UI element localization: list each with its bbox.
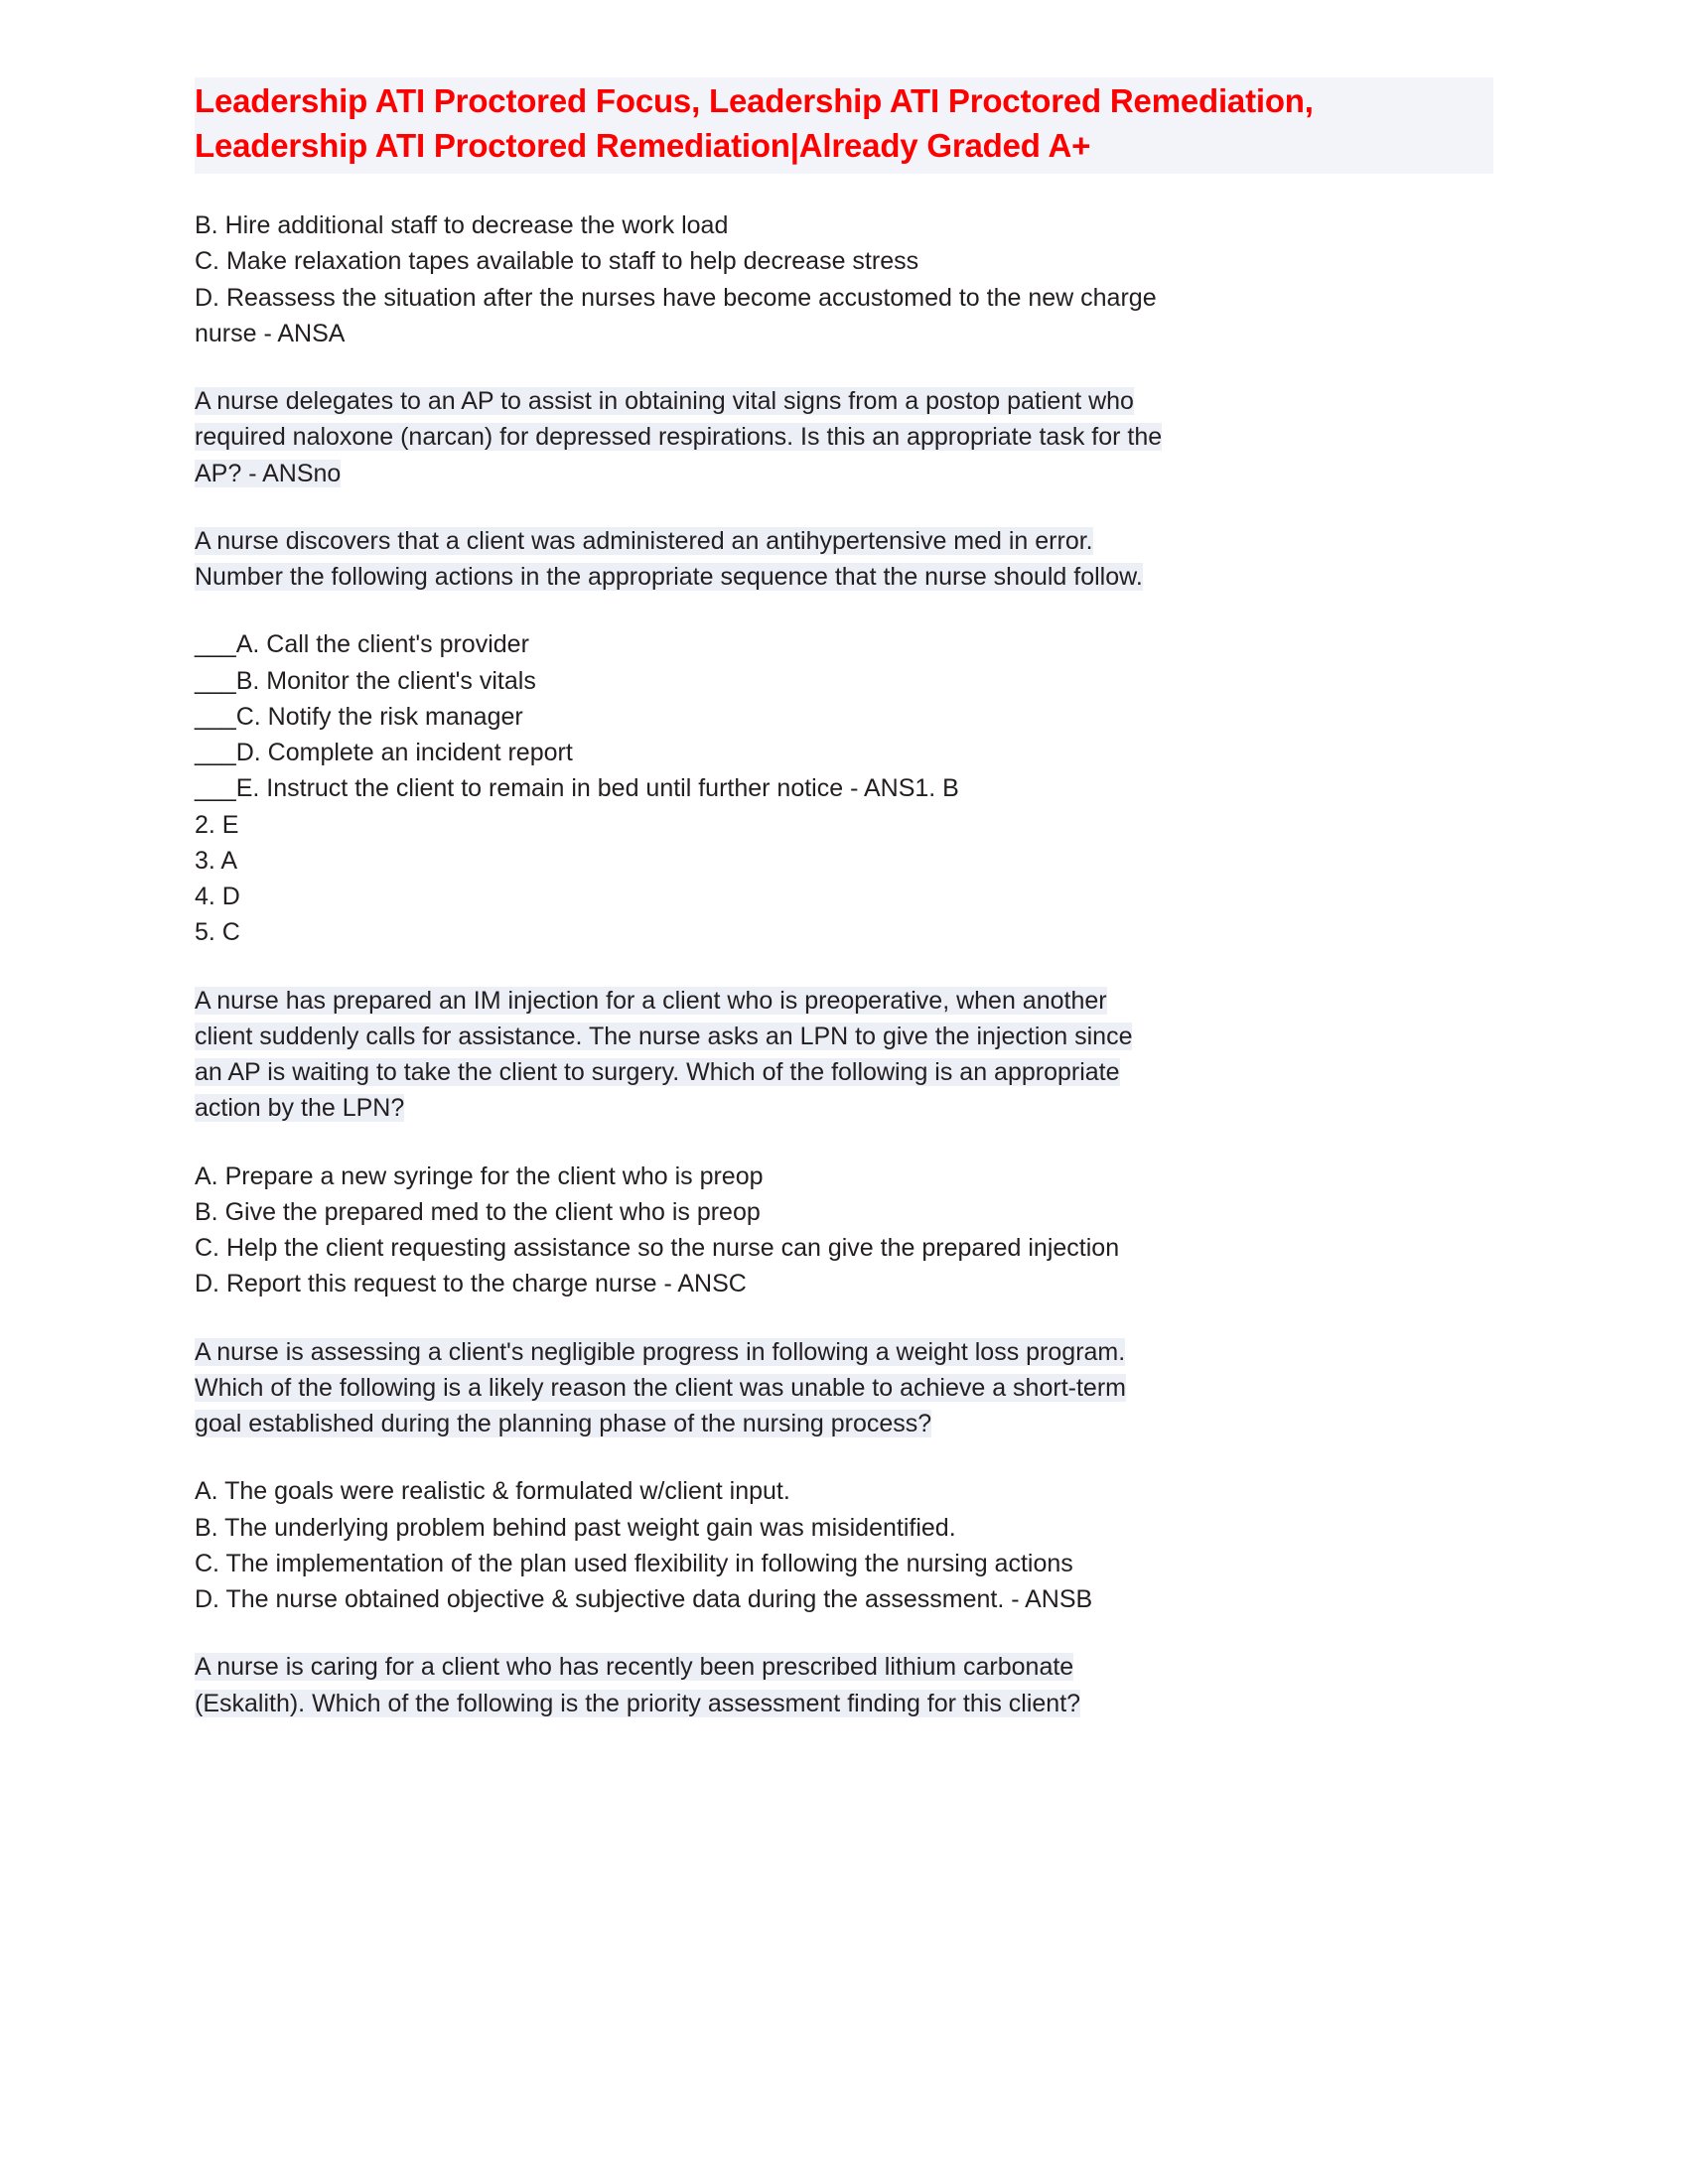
text-run: required naloxone (narcan) for depressed respirations. Is this an appropriate task for the: [195, 423, 1163, 452]
text-line: [195, 1019, 1493, 1054]
text-line: [195, 735, 1493, 770]
text-run: client suddenly calls for assistance. The nurse asks an LPN to give the injection since: [195, 1022, 1133, 1050]
text-run: Which of the following is a likely reason the client was unable to achieve a short-term: [195, 1373, 1126, 1402]
text-run: D. Reassess the situation after the nurses have become accustomed to the new charge: [195, 283, 1157, 312]
text-run: ___A. Call the client's provider: [195, 630, 529, 659]
text-line: [195, 243, 1493, 279]
text-run: ___B. Monitor the client's vitals: [195, 666, 536, 695]
text-run: action by the LPN?: [195, 1094, 405, 1123]
text-run: A nurse delegates to an AP to assist in obtaining vital signs from a postop patient who: [195, 387, 1134, 416]
block-question-antihypertensive-error: [195, 523, 1493, 596]
text-line: [195, 207, 1493, 243]
text-line: [195, 1581, 1493, 1617]
text-line: [195, 983, 1493, 1019]
text-run: B. The underlying problem behind past weight gain was misidentified.: [195, 1513, 956, 1542]
text-run: A. The goals were realistic & formulated w/client input.: [195, 1477, 790, 1506]
text-line: [195, 280, 1493, 316]
text-run: B. Give the prepared med to the client who is preop: [195, 1197, 761, 1226]
block-question-lithium: [195, 1649, 1493, 1721]
text-run: an AP is waiting to take the client to surgery. Which of the following is an appropriate: [195, 1058, 1120, 1087]
text-run: C. The implementation of the plan used flexibility in following the nursing actions: [195, 1549, 1073, 1577]
block-sequence-options: [195, 626, 1493, 950]
text-run: A nurse is caring for a client who has recently been prescribed lithium carbonate: [195, 1653, 1074, 1682]
text-run: 2. E: [195, 810, 239, 839]
text-run: A. Prepare a new syringe for the client who is preop: [195, 1161, 764, 1190]
text-line: [195, 1510, 1493, 1546]
text-run: C. Help the client requesting assistance so the nurse can give the prepared injection: [195, 1234, 1120, 1263]
text-line: [195, 663, 1493, 699]
text-line: [195, 699, 1493, 735]
text-line: [195, 770, 1493, 806]
text-run: A nurse is assessing a client's negligible progress in following a weight loss program.: [195, 1337, 1126, 1366]
text-run: 3. A: [195, 846, 238, 875]
text-run: ___E. Instruct the client to remain in bed until further notice - ANS1. B: [195, 774, 959, 803]
text-line: [195, 1649, 1493, 1685]
page-title: Leadership ATI Proctored Focus, Leadership ATI Proctored Remediation, Leadership ATI Proctored Remediation|Already Graded A+: [195, 77, 1493, 174]
text-line: [195, 1686, 1493, 1721]
block-im-injection-options: [195, 1159, 1493, 1302]
block-question-im-injection: [195, 983, 1493, 1127]
text-line: [195, 1090, 1493, 1126]
text-run: ___D. Complete an incident report: [195, 739, 573, 767]
text-run: ___C. Notify the risk manager: [195, 702, 523, 731]
block-options-continued: [195, 207, 1493, 351]
text-line: [195, 456, 1493, 491]
text-run: D. Report this request to the charge nurse - ANSC: [195, 1270, 747, 1298]
text-line: [195, 1230, 1493, 1266]
document-body: [195, 207, 1493, 1721]
block-question-delegation-ap: [195, 383, 1493, 491]
text-line: [195, 807, 1493, 843]
text-run: A nurse has prepared an IM injection for a client who is preoperative, when another: [195, 986, 1107, 1015]
text-line: [195, 1054, 1493, 1090]
text-run: (Eskalith). Which of the following is the priority assessment finding for this client?: [195, 1689, 1081, 1717]
text-line: [195, 523, 1493, 559]
text-run: Number the following actions in the appropriate sequence that the nurse should follow.: [195, 563, 1143, 592]
text-line: [195, 419, 1493, 455]
text-line: [195, 1546, 1493, 1581]
block-weight-loss-options: [195, 1473, 1493, 1617]
text-line: [195, 1406, 1493, 1441]
text-run: goal established during the planning phase of the nursing process?: [195, 1410, 932, 1438]
text-line: [195, 1266, 1493, 1301]
text-run: C. Make relaxation tapes available to staff to help decrease stress: [195, 247, 919, 276]
text-line: [195, 316, 1493, 351]
text-line: [195, 879, 1493, 914]
text-line: [195, 843, 1493, 879]
text-line: [195, 1334, 1493, 1370]
block-question-weight-loss: [195, 1334, 1493, 1442]
text-run: D. The nurse obtained objective & subjective data during the assessment. - ANSB: [195, 1585, 1093, 1614]
text-line: [195, 914, 1493, 950]
text-line: [195, 1473, 1493, 1509]
text-run: 4. D: [195, 883, 240, 911]
text-line: [195, 1194, 1493, 1230]
text-line: [195, 383, 1493, 419]
text-line: [195, 1370, 1493, 1406]
text-run: A nurse discovers that a client was administered an antihypertensive med in error.: [195, 526, 1093, 555]
text-run: B. Hire additional staff to decrease the work load: [195, 211, 729, 240]
text-run: nurse - ANSA: [195, 319, 346, 347]
text-run: AP? - ANSno: [195, 459, 342, 487]
text-run: 5. C: [195, 918, 240, 947]
text-line: [195, 1159, 1493, 1194]
text-line: [195, 626, 1493, 662]
text-line: [195, 559, 1493, 595]
